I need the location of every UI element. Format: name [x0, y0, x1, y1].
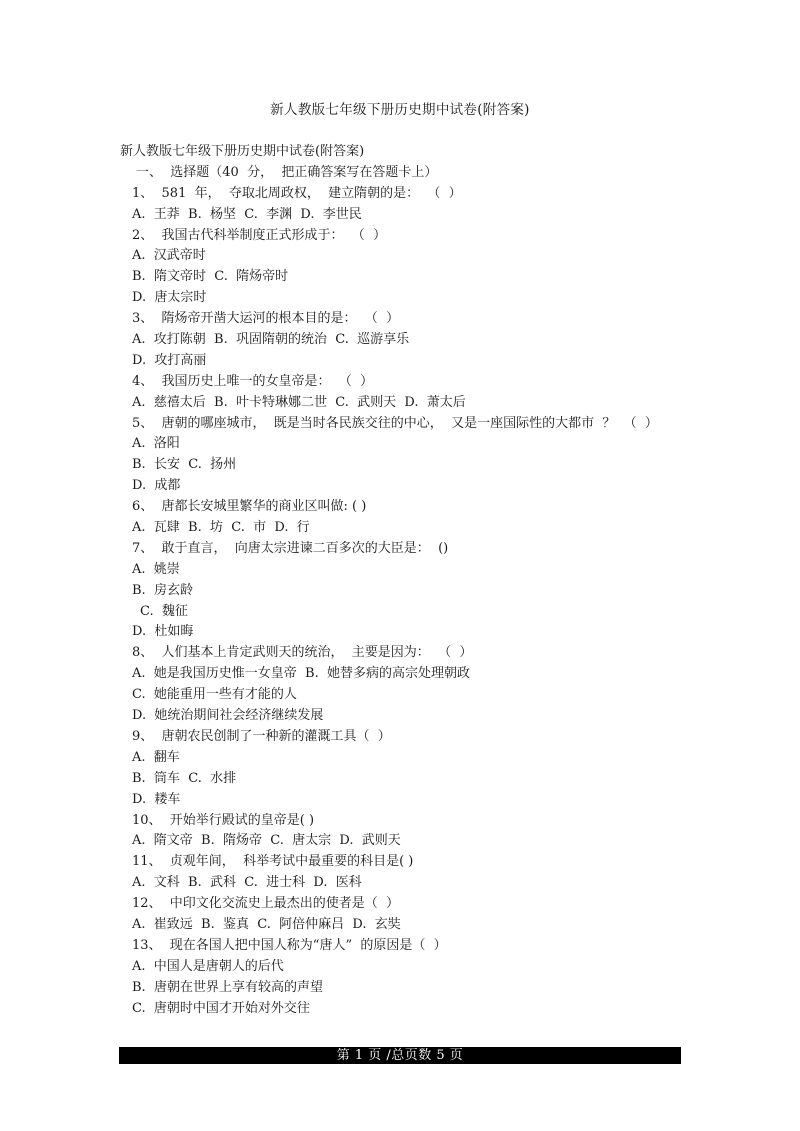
text-line: D. 耧车	[132, 791, 181, 807]
text-line: A. 中国人是唐朝人的后代	[132, 958, 284, 974]
text-line: A. 王莽 B. 杨坚 C. 李渊 D. 李世民	[132, 206, 362, 222]
text-line: 8、 人们基本上肯定武则天的统治， 主要是因为： （ ）	[132, 645, 473, 661]
text-line: A. 翻车	[132, 749, 180, 765]
text-line: C. 她能重用一些有才能的人	[132, 687, 297, 703]
question-list	[120, 184, 680, 1020]
text-line: C. 魏征	[140, 603, 188, 619]
text-line: 10、 开始举行殿试的皇帝是( )	[132, 812, 315, 828]
text-line: D. 杜如晦	[132, 624, 194, 640]
text-line: 9、 唐朝农民创制了一种新的灌溉工具（ ）	[132, 728, 391, 744]
document-subtitle: 新人教版七年级下册历史期中试卷(附答案)	[120, 144, 365, 159]
text-line: D. 她统治期间社会经济继续发展	[132, 708, 324, 724]
text-line: 6、 唐都长安城里繁华的商业区叫做: ( )	[132, 499, 367, 515]
text-line: A. 洛阳	[132, 436, 180, 452]
text-line: B. 唐朝在世界上享有较高的声望	[132, 979, 323, 995]
text-line: 3、 隋炀帝开凿大运河的根本目的是： （ ）	[132, 311, 400, 327]
text-line: C. 唐朝时中国才开始对外交往	[132, 1000, 310, 1016]
text-line: B. 长安 C. 扬州	[132, 457, 237, 473]
text-line: B. 房玄龄	[132, 582, 193, 598]
text-line: 12、 中印文化交流史上最杰出的使者是（ ）	[132, 896, 400, 912]
text-line: D. 唐太宗时	[132, 290, 207, 306]
text-line: B. 筒车 C. 水排	[132, 770, 237, 786]
document-title: 新人教版七年级下册历史期中试卷(附答案)	[270, 102, 530, 118]
text-line: 11、 贞观年间， 科举考试中最重要的科目是( )	[132, 854, 414, 870]
text-line: 7、 敢于直言， 向唐太宗进谏二百多次的大臣是： ()	[132, 540, 449, 556]
page-footer: 第 1 页 /总页数 5 页	[119, 1047, 681, 1064]
text-line: 2、 我国古代科举制度正式形成于： （ ）	[132, 227, 387, 243]
text-line: B. 隋文帝时 C. 隋炀帝时	[132, 269, 289, 285]
text-line: A. 崔致远 B. 鉴真 C. 阿倍仲麻吕 D. 玄奘	[132, 916, 401, 932]
text-line: 1、 581 年， 夺取北周政权， 建立隋朝的是： （ ）	[132, 185, 462, 201]
text-line: 4、 我国历史上唯一的女皇帝是： （ ）	[132, 373, 374, 389]
text-line: A. 姚崇	[132, 561, 180, 577]
text-line: A. 慈禧太后 B. 叶卡特琳娜二世 C. 武则天 D. 萧太后	[132, 394, 466, 410]
text-line: A. 攻打陈朝 B. 巩固隋朝的统治 C. 巡游享乐	[132, 332, 410, 348]
document-body	[120, 142, 680, 1019]
section-heading: 一、 选择题（40 分， 把正确答案写在答题卡上）	[136, 164, 438, 180]
text-line: A. 汉武帝时	[132, 248, 206, 264]
text-line: D. 攻打高丽	[132, 352, 207, 368]
text-line: 13、 现在各国人把中国人称为“唐人” 的原因是（ ）	[132, 937, 447, 953]
text-line: A. 瓦肆 B. 坊 C. 市 D. 行	[132, 520, 310, 536]
text-line: D. 成都	[132, 478, 181, 494]
text-line: A. 隋文帝 B. 隋炀帝 C. 唐太宗 D. 武则天	[132, 833, 401, 849]
text-line: A. 她是我国历史惟一女皇帝 B. 她替多病的高宗处理朝政	[132, 666, 471, 682]
text-line: 5、 唐朝的哪座城市， 既是当时各民族交往的中心， 又是一座国际性的大都市 ？ （ ）	[132, 415, 658, 431]
text-line: A. 文科 B. 武科 C. 进士科 D. 医科	[132, 875, 362, 891]
